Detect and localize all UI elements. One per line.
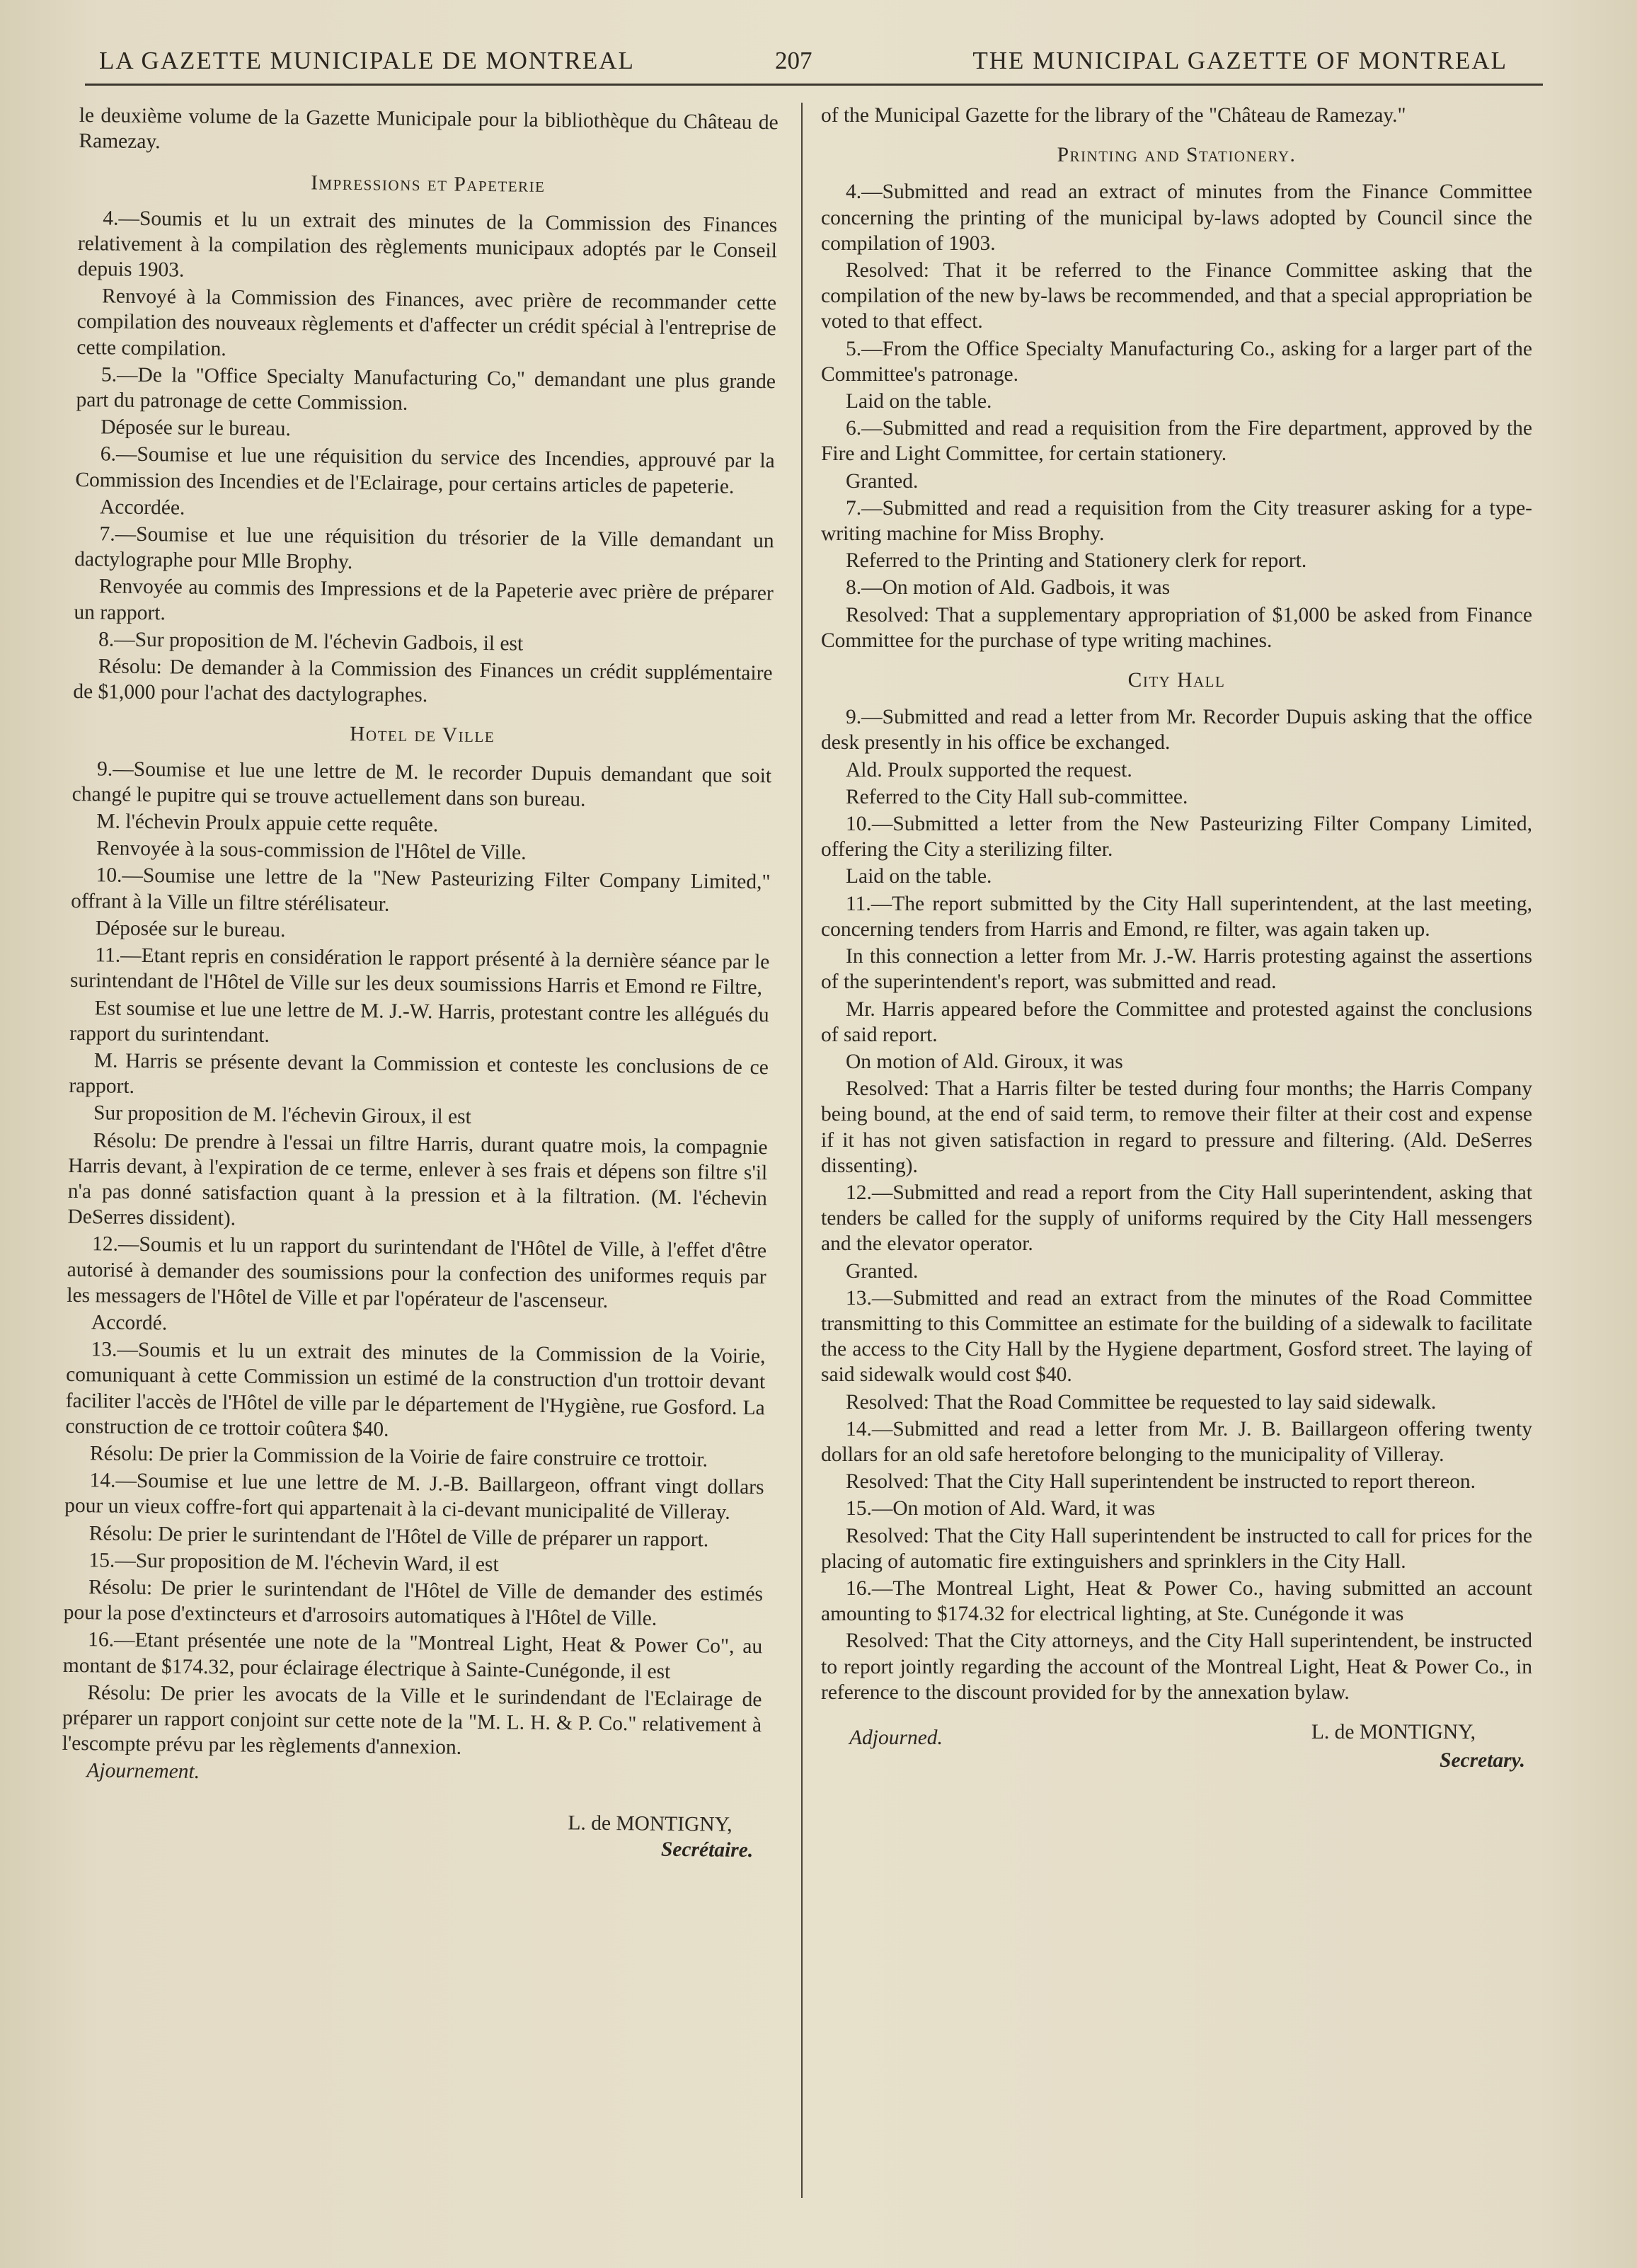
paragraph: Granted. — [846, 469, 919, 493]
paragraph: Déposée sur le bureau. — [100, 416, 292, 441]
header-english-title: THE MUNICIPAL GAZETTE OF MONTREAL — [972, 47, 1507, 74]
french-column — [61, 103, 779, 1863]
english-column — [821, 103, 1532, 1776]
paragraph: Déposée sur le bureau. — [95, 917, 286, 942]
paragraph: M. l'échevin Proulx appuie cette requête. — [96, 810, 439, 837]
paragraph: Résolu: De prier le surintendant de l'Hôtel de Ville de préparer un rapport. — [88, 1521, 709, 1551]
paragraph: 9.—Submitted and read a letter from Mr. Recorder Dupuis asking that the office desk presently in his office be exchanged. — [821, 706, 1532, 755]
adjournment: Ajournement. — [86, 1759, 200, 1784]
paragraph: 15.—On motion of Ald. Ward, it was — [846, 1497, 1156, 1520]
paragraph: 14.—Submitted and read a letter from Mr. J. B. Baillargeon offering twenty dollars for an old safe heretofore belonging to the municipality of Villeray. — [821, 1417, 1532, 1466]
paragraph: 7.—Submitted and read a requisition from the City treasurer asking for a type-writing machine for Miss Brophy. — [821, 496, 1532, 546]
page-number: 207 — [775, 47, 812, 74]
paragraph: Accordé. — [91, 1311, 168, 1335]
paragraph: 6.—Soumise et lue une réquisition du service des Incendies, approuvé par la Commission des Incendies et de l'Eclairage, pour certains articles de papeterie. — [75, 442, 775, 498]
paragraph: Referred to the Printing and Stationery clerk for report. — [846, 549, 1307, 573]
paragraph: Laid on the table. — [846, 865, 992, 888]
paragraph: 13.—Submitted and read an extract from the minutes of the Road Committee transmitting to this Committee an estimate for the building of a sidewalk to facilitate the access to the City Hall by the Hygiene department, Gosford street. The laying of said sidewalk would cost $40. — [821, 1286, 1532, 1387]
paragraph: 9.—Soumise et lue une lettre de M. le recorder Dupuis demandant que soit changé le pupitre qui se trouve actuellement dans son bureau. — [71, 757, 772, 811]
signature-name: L. de MONTIGNY, — [1311, 1720, 1476, 1743]
column-divider — [801, 103, 803, 2198]
paragraph: Granted. — [846, 1259, 919, 1283]
paragraph: Résolu: De prier la Commission de la Voirie de faire construire ce trottoir. — [89, 1442, 708, 1472]
paragraph: 15.—Sur proposition de M. l'échevin Ward, il est — [88, 1549, 499, 1576]
paragraph: Renvoyé à la Commission des Finances, avec prière de recommander cette compilation des nouveaux règlements et d'affecter un crédit spécial à l'entreprise de cette compilation. — [76, 285, 777, 360]
paragraph: 8.—Sur proposition de M. l'échevin Gadbois, il est — [98, 628, 524, 655]
paragraph: 5.—From the Office Specialty Manufacturing Co., asking for a larger part of the Committee's patronage. — [821, 337, 1532, 386]
section-heading: Hotel de Ville — [350, 723, 495, 748]
paragraph: 13.—Soumis et lu un extrait des minutes de la Commission de la Voirie, comuniquant à cette Commission un estimé de la construction d'un trottoir devant faciliter l'accès de l'Hôtel de ville par le département de l'Hygiène, rue Gosford. La construction de ce trottoir coûtera $40. — [65, 1338, 766, 1441]
paragraph: le deuxième volume de la Gazette Municipale pour la bibliothèque du Château de Ramezay. — [79, 103, 779, 154]
paragraph: 16.—Etant présentée une note de la "Montreal Light, Heat & Power Co", au montant de $174.32, pour éclairage électrique à Sainte-Cunégonde, il est — [62, 1628, 763, 1683]
paragraph: Renvoyée au commis des Impressions et de la Papeterie avec prière de préparer un rapport. — [74, 575, 774, 624]
paragraph: Résolu: De prier le surintendant de l'Hôtel de Ville de demander des estimés pour la pose d'extincteurs et d'arrosoirs automatiques à l'Hôtel de Ville. — [63, 1576, 764, 1630]
paragraph: Laid on the table. — [846, 390, 992, 413]
paragraph: of the Municipal Gazette for the library of the "Château de Ramezay." — [821, 104, 1406, 127]
paragraph: Resolved: That the City attorneys, and the City Hall superintendent, be instructed to report jointly regarding the account of the Montreal Light, Heat & Power Co., in reference to the discount provided for by the annexation bylaw. — [821, 1630, 1532, 1704]
section-heading: Printing and Stationery. — [1057, 144, 1297, 167]
paragraph: 8.—On motion of Ald. Gadbois, it was — [846, 576, 1171, 600]
paragraph: Est soumise et lue une lettre de M. J.-W. Harris, protestant contre les allégués du rapport du surintendant. — [69, 996, 769, 1047]
section-heading: Impressions et Papeterie — [310, 171, 546, 197]
paragraph: Sur proposition de M. l'échevin Giroux, il est — [93, 1101, 471, 1129]
paragraph: Resolved: That the City Hall superintendent be instructed to report thereon. — [846, 1470, 1476, 1494]
paragraph: 6.—Submitted and read a requisition from the Fire department, approved by the Fire and Light Committee, for certain stationery. — [821, 417, 1532, 466]
paragraph: Mr. Harris appeared before the Committee and protested against the conclusions of said report. — [821, 997, 1532, 1046]
section-heading: City Hall — [1127, 669, 1226, 692]
paragraph: Resolved: That the Road Committee be requested to lay said sidewalk. — [846, 1390, 1437, 1414]
paragraph: Resolved: That it be referred to the Finance Committee asking that the compilation of the new by-laws be recommended, and that a special appropriation be voted to that effect. — [821, 259, 1532, 333]
paragraph: Resolved: That a supplementary appropriation of $1,000 be asked from Finance Committee for the purchase of type writing machines. — [821, 603, 1532, 652]
signature-title: Secrétaire. — [660, 1838, 754, 1862]
paragraph: Ald. Proulx supported the request. — [846, 758, 1132, 781]
paragraph: In this connection a letter from Mr. J.-W. Harris protesting against the assertions of the superintendent's report, was submitted and read. — [821, 945, 1532, 994]
paragraph: Accordée. — [99, 496, 185, 520]
paragraph: 10.—Submitted a letter from the New Pasteurizing Filter Company Limited, offering the City a sterilizing filter. — [821, 813, 1532, 861]
paragraph: 10.—Soumise une lettre de la "New Pasteurizing Filter Company Limited," offrant à la Ville un filtre stérélisateur. — [71, 864, 771, 916]
header-french-title: LA GAZETTE MUNICIPALE DE MONTREAL — [99, 47, 635, 74]
paragraph: 7.—Soumise et lue une réquisition du trésorier de la Ville demandant un dactylographe pour Mlle Brophy. — [74, 522, 774, 574]
paragraph: Renvoyée à la sous-commission de l'Hôtel de Ville. — [96, 837, 527, 864]
paragraph: 12.—Submitted and read a report from the City Hall superintendent, asking that tenders be called for the supply of uniforms required by the City Hall messengers and the elevator operator. — [821, 1181, 1532, 1256]
paragraph: Referred to the City Hall sub-committee. — [846, 785, 1188, 808]
header-rule — [85, 84, 1543, 86]
signature-block — [821, 1719, 1532, 1776]
paragraph: On motion of Ald. Giroux, it was — [846, 1050, 1123, 1073]
paragraph: Résolu: De prier les avocats de la Ville et le surindendant de l'Eclairage de préparer un rapport conjoint sur cette note de la "M. L. H. & P. Co." relativement à l'escompte prévu par les règlements d'annexion. — [62, 1681, 762, 1759]
adjournment: Adjourned. — [849, 1726, 943, 1749]
signature-title: Secretary. — [1440, 1748, 1525, 1772]
page-header — [99, 41, 1507, 84]
paragraph: 4.—Soumis et lu un extrait des minutes de la Commission des Finances relativement à la compilation des règlements municipaux adoptés par le Conseil depuis 1903. — [77, 206, 778, 282]
paragraph: 16.—The Montreal Light, Heat & Power Co., having submitted an account amounting to $174.32 for electrical lighting, at Ste. Cunégonde it was — [821, 1576, 1532, 1626]
signature-name: L. de MONTIGNY, — [568, 1811, 733, 1836]
paragraph: 5.—De la "Office Specialty Manufacturing Co," demandant une plus grande part du patronage de cette Commission. — [76, 363, 776, 415]
paragraph: 12.—Soumis et lu un rapport du surintendant de l'Hôtel de Ville, à l'effet d'être autorisé à demander des soumissions pour la confection des uniformes requis par les messagers de l'Hôtel de Ville et par l'opérateur de l'ascenseur. — [67, 1232, 767, 1312]
paragraph: 11.—Etant repris en considération le rapport présenté à la dernière séance par le surintendant de l'Hôtel de Ville sur les deux soumissions Harris et Emond re Filtre, — [69, 944, 770, 1000]
paragraph: 11.—The report submitted by the City Hall superintendent, at the last meeting, concerning tenders from Harris and Emond, re filter, was again taken up. — [821, 892, 1532, 941]
paragraph: Résolu: De prendre à l'essai un filtre Harris, durant quatre mois, la compagnie Harris devant, à l'expiration de ce terme, enlever à ses frais et dépens son filtre s'il n'a pas donné satisfaction quant à la pression et à la filtration. (M. l'échevin DeSerres dissident). — [67, 1128, 768, 1230]
paragraph: Résolu: De demander à la Commission des Finances un crédit supplémentaire de $1,000 pour l'achat des dactylographes. — [73, 655, 773, 707]
paragraph: 4.—Submitted and read an extract of minutes from the Finance Committee concerning the printing of the municipal by-laws adopted by Council since the compilation of 1903. — [821, 181, 1532, 255]
paragraph: Resolved: That the City Hall superintendent be instructed to call for prices for the placing of automatic fire extinguishers and sprinklers in the City Hall. — [821, 1524, 1532, 1573]
paragraph: Resolved: That a Harris filter be tested during four months; the Harris Company being bound, at the end of said term, to remove their filter at their cost and expense if it has not given satisfaction in regard to pressure and filtering. (Ald. DeSerres dissenting). — [821, 1077, 1532, 1177]
paragraph: M. Harris se présente devant la Commission et conteste les conclusions de ce rapport. — [69, 1049, 769, 1099]
paragraph: 14.—Soumise et lue une lettre de M. J.-B. Baillargeon, offrant vingt dollars pour un vieux coffre-fort qui appartenait à la ci-devant municipalité de Villeray. — [64, 1469, 764, 1525]
